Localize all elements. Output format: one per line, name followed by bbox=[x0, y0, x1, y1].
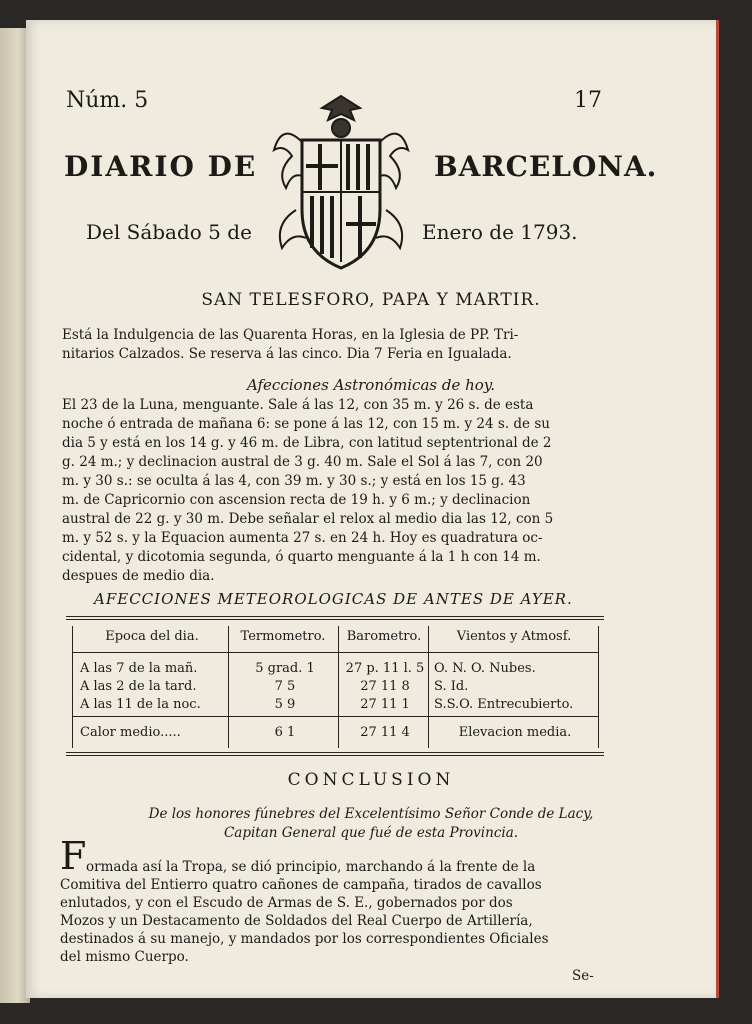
table-cell: 5 grad. 1 bbox=[255, 661, 315, 676]
astronomical-heading: Afecciones Astronómicas de hoy. bbox=[246, 376, 496, 394]
table-cell: 7 5 bbox=[274, 679, 296, 694]
table-cell: A las 2 de la tard. bbox=[80, 679, 197, 694]
text-line: El 23 de la Luna, menguante. Sale á las 12, con 35 m. y 26 s. de esta bbox=[62, 397, 534, 413]
astronomical-paragraph bbox=[62, 396, 620, 586]
masthead-title-right: BARCELONA. bbox=[434, 150, 658, 183]
issue-date-right: Enero de 1793. bbox=[422, 220, 578, 244]
table-footer-vientos: Elevacion media. bbox=[458, 725, 572, 740]
table-cell: 27 p. 11 l. 5 bbox=[345, 661, 425, 676]
table-cell: 5 9 bbox=[274, 697, 296, 712]
table-cell: O. N. O. Nubes. bbox=[434, 661, 536, 676]
column-divider bbox=[338, 626, 339, 748]
text-line: austral de 22 g. y 30 m. Debe señalar el relox al medio dia las 12, con 5 bbox=[62, 511, 554, 527]
conclusion-subtitle-1: De los honores fúnebres del Excelentísimo Señor Conde de Lacy, bbox=[148, 806, 594, 822]
table-cell: S. Id. bbox=[434, 679, 469, 694]
table-cell: 27 11 1 bbox=[360, 697, 410, 712]
text-line: despues de medio dia. bbox=[62, 568, 215, 584]
text-line: dia 5 y está en los 14 g. y 46 m. de Libra, con latitud septentrional de 2 bbox=[62, 435, 552, 451]
conclusion-subtitle-2: Capitan General que fué de esta Provincia. bbox=[223, 825, 519, 841]
conclusion-heading: CONCLUSION bbox=[287, 770, 455, 790]
text-line: cidental, y dicotomia segunda, ó quarto menguante á la 1 h con 14 m. bbox=[62, 549, 541, 565]
table-row-termometro bbox=[236, 660, 334, 714]
text-line: ormada así la Tropa, se dió principio, marchando á la frente de la bbox=[86, 859, 536, 875]
table-cell: S.S.O. Entrecubierto. bbox=[434, 697, 574, 712]
table-cell: A las 7 de la mañ. bbox=[80, 661, 198, 676]
page-number: 17 bbox=[574, 88, 602, 113]
indulgence-paragraph bbox=[62, 326, 620, 364]
text-line: Comitiva del Entierro quatro cañones de campaña, tirados de cavallos bbox=[60, 877, 542, 893]
table-footer-label: Calor medio..... bbox=[80, 725, 181, 740]
header-rule bbox=[72, 652, 598, 653]
table-header-barometro: Barometro. bbox=[346, 629, 422, 644]
text-line: Está la Indulgencia de las Quarenta Horas, en la Iglesia de PP. Tri- bbox=[62, 327, 519, 343]
table-row-epoca bbox=[80, 660, 201, 714]
column-divider bbox=[428, 626, 429, 748]
table-border bbox=[598, 626, 599, 748]
meteorological-heading: AFECCIONES METEOROLOGICAS DE ANTES DE AYER. bbox=[94, 590, 573, 608]
table-header-vientos: Vientos y Atmosf. bbox=[456, 629, 572, 644]
conclusion-paragraph bbox=[60, 858, 620, 966]
text-line: Mozos y un Destacamento de Soldados del Real Cuerpo de Artillería, bbox=[60, 913, 533, 929]
issue-date-left: Del Sábado 5 de bbox=[86, 220, 252, 244]
saint-of-the-day: SAN TELESFORO, PAPA Y MARTIR. bbox=[201, 290, 541, 310]
column-divider bbox=[228, 626, 229, 748]
catchword: Se- bbox=[572, 968, 594, 984]
barcelona-coat-of-arms-icon bbox=[262, 92, 420, 274]
meteorological-table bbox=[66, 616, 604, 756]
table-header-termometro: Termometro. bbox=[240, 629, 326, 644]
masthead-title-left: DIARIO DE bbox=[64, 150, 258, 183]
footer-rule bbox=[72, 716, 598, 717]
table-cell: A las 11 de la noc. bbox=[80, 697, 201, 712]
text-line: noche ó entrada de mañana 6: se pone á las 12, con 15 m. y 24 s. de su bbox=[62, 416, 550, 432]
table-cell: 27 11 8 bbox=[360, 679, 410, 694]
drop-cap: F bbox=[60, 834, 87, 878]
text-line: g. 24 m.; y declinacion austral de 3 g. 40 m. Sale el Sol á las 7, con 20 bbox=[62, 454, 543, 470]
text-line: nitarios Calzados. Se reserva á las cinco. Dia 7 Feria en Igualada. bbox=[62, 346, 512, 362]
text-line: m. de Capricornio con ascension recta de 19 h. y 6 m.; y declinacion bbox=[62, 492, 531, 508]
table-border bbox=[72, 626, 73, 748]
newspaper-page bbox=[26, 20, 719, 998]
table-footer-termometro: 6 1 bbox=[274, 725, 296, 740]
table-row-vientos bbox=[434, 660, 573, 714]
table-row-barometro bbox=[342, 660, 428, 714]
text-line: m. y 52 s. y la Equacion aumenta 27 s. en 24 h. Hoy es quadratura oc- bbox=[62, 530, 543, 546]
text-line: enlutados, y con el Escudo de Armas de S. E., gobernados por dos bbox=[60, 895, 513, 911]
table-header-epoca: Epoca del dia. bbox=[105, 629, 199, 644]
table-footer-barometro: 27 11 4 bbox=[360, 725, 410, 740]
text-line: del mismo Cuerpo. bbox=[60, 949, 189, 965]
text-line: destinados á su manejo, y mandados por los correspondientes Oficiales bbox=[60, 931, 549, 947]
text-line: m. y 30 s.: se oculta á las 4, con 39 m. y 30 s.; y está en los 15 g. 43 bbox=[62, 473, 526, 489]
issue-number: Núm. 5 bbox=[66, 88, 149, 113]
